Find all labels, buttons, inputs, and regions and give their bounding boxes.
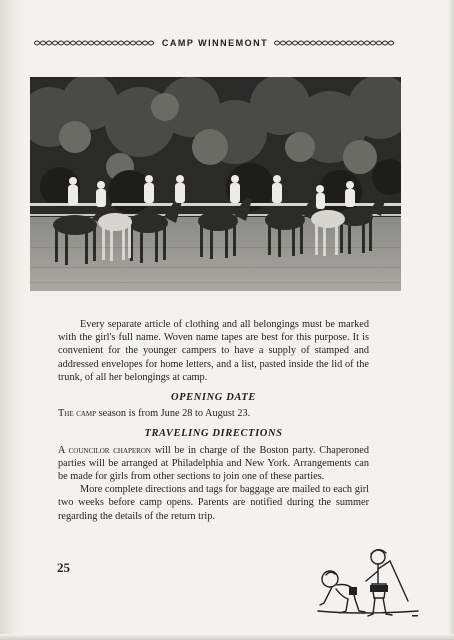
header-title: CAMP WINNEMONT [161, 38, 269, 48]
lead-words: The camp [58, 408, 97, 420]
heading-traveling-directions: TRAVELING DIRECTIONS [144, 428, 283, 440]
page-edge-bottom [0, 634, 454, 640]
children-cartoon-icon [312, 545, 424, 623]
ornament-left-icon [34, 39, 156, 47]
running-header [30, 36, 400, 50]
photo-illustration [30, 77, 401, 291]
paragraph-text: will be in charge of the Boston party. Chaperoned parties will be arranged at Philadelphia and New York. Arrangements can be made for girls from other sections to join one of these parties. [58, 444, 369, 483]
paragraph-directions: More complete directions and tags for baggage are mailed to each girl two weeks before camp opens. Parents are notified during the summer regarding the details of the return trip. [58, 484, 369, 522]
paragraph-text: season is from June 28 to August 23. [96, 408, 251, 420]
page-binding-shadow [0, 0, 22, 640]
paragraph-clothing: Every separate article of clothing and all belongings must be marked with the girl's full name. Woven name tapes are best for this purpose. It is convenient for the younger campers to have a supply of stamped and addressed envelopes for home letters, and a list, pasted inside the lid of the trunk, of all her belongings at camp. [58, 319, 369, 383]
paragraph-opening-date [58, 407, 369, 420]
heading-opening-date: OPENING DATE [170, 392, 257, 404]
body-text [58, 318, 369, 523]
page-number: 25 [57, 560, 70, 575]
paragraph-chaperon [58, 444, 369, 484]
page-edge [448, 0, 454, 640]
ornament-right-icon [274, 39, 396, 47]
lead-words: A councilor chaperon [58, 444, 151, 456]
horseback-riders-photo [30, 77, 401, 291]
